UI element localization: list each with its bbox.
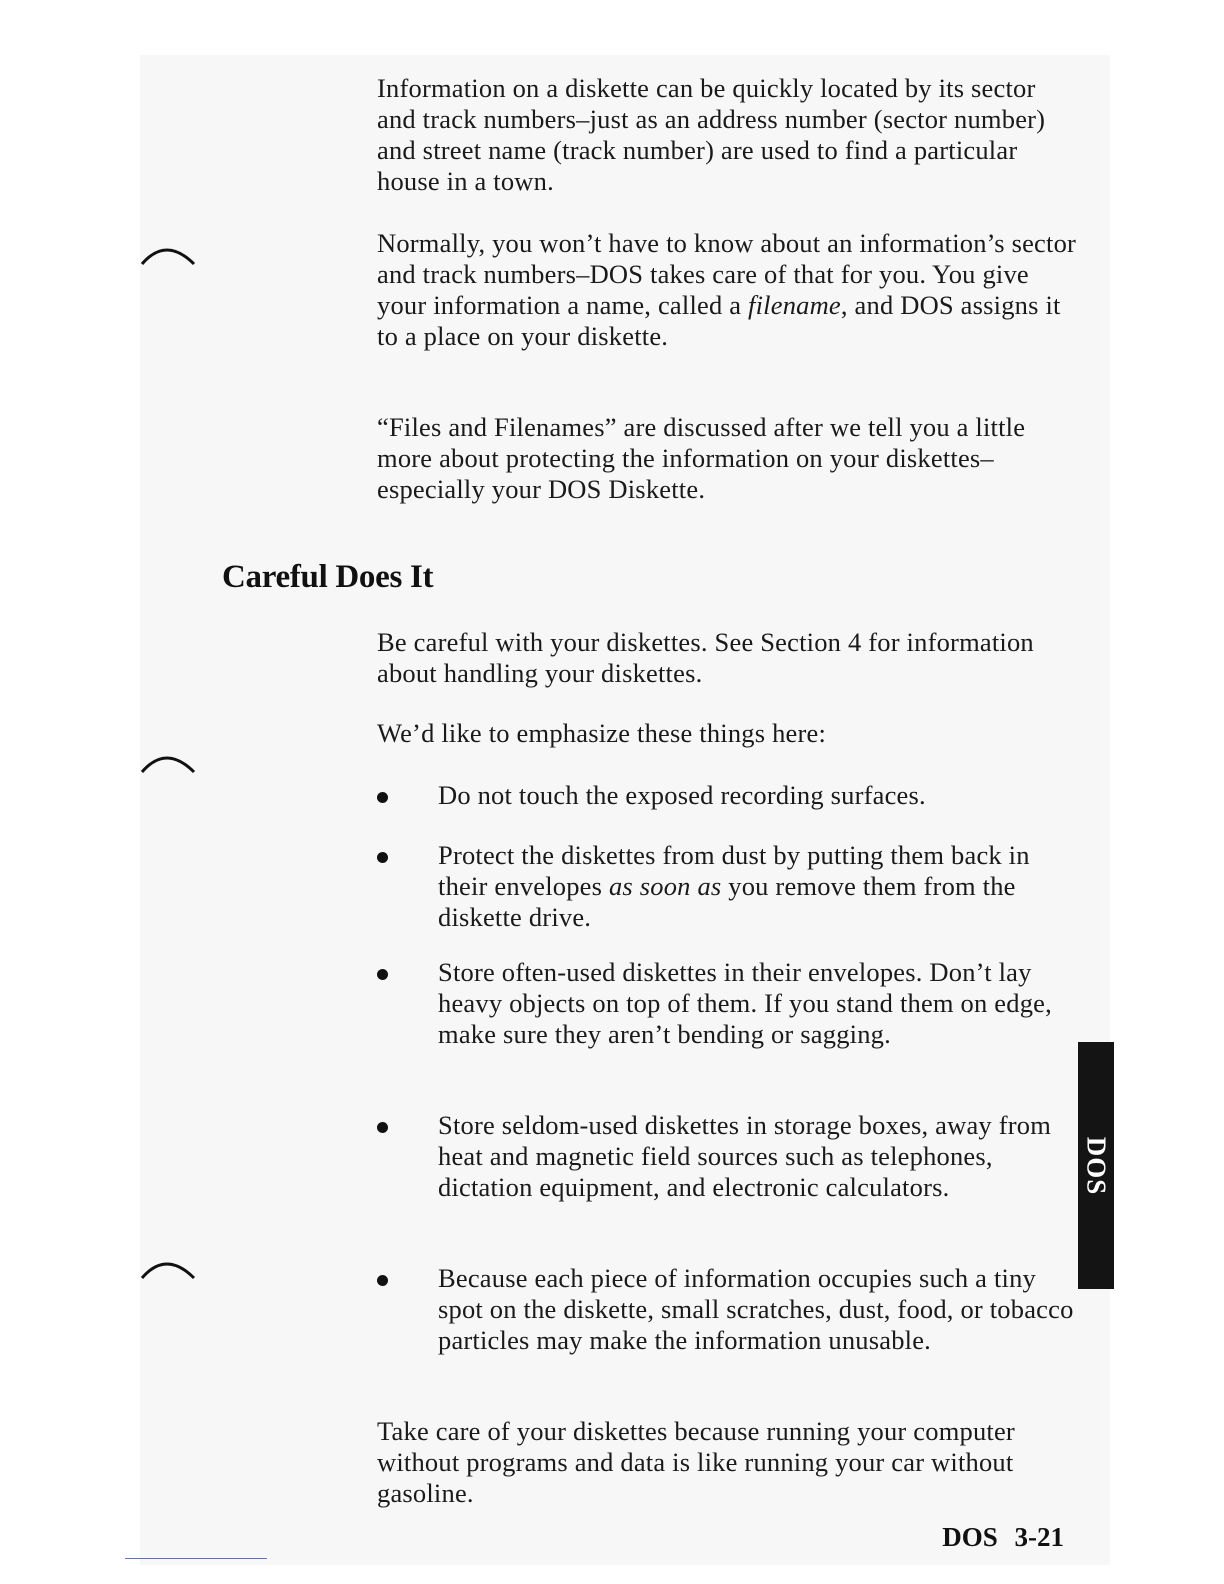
list-item-text-2: you remove them from the diskette drive. [438, 871, 1016, 932]
paragraph-sector-track: Information on a diskette can be quickly located by its sector and track numbers–just as an address number (sector number) and street name (track number) are used to find a particular house in a town. [377, 73, 1046, 196]
paragraph-emphasize: We’d like to emphasize these things here: [377, 718, 827, 748]
list-item-text-1: Protect the diskettes from dust by putting them back in their envelopes [438, 840, 1030, 901]
binder-hole-mark-icon [140, 1254, 200, 1284]
list-item-italic: as soon as [608, 871, 722, 901]
side-tab-label: DOS [1081, 1136, 1112, 1195]
bullet-icon [377, 1275, 388, 1286]
page-footer [942, 1522, 1064, 1553]
binder-hole-mark-icon [140, 748, 200, 778]
paragraph-filename [377, 228, 1077, 352]
list-item-text: Store often-used diskettes in their envelopes. Don’t lay heavy objects on top of them. If you stand them on edge, make sure they aren’t bending or sagging. [438, 957, 1052, 1049]
footer-section: DOS [942, 1522, 998, 1552]
bullet-icon [377, 969, 388, 980]
list-item-text: Do not touch the exposed recording surfaces. [438, 780, 926, 810]
paragraph-closing: Take care of your diskettes because running your computer without programs and data is like running your car without gasoline. [377, 1416, 1015, 1508]
list-item-text [438, 840, 1078, 933]
section-side-tab [1078, 1042, 1114, 1289]
binder-hole-mark-icon [140, 240, 200, 270]
paragraph-files-intro: “Files and Filenames” are discussed after we tell you a little more about protecting the information on your diskettes–especially your DOS Diskette. [377, 412, 1026, 504]
list-item-text: Store seldom-used diskettes in storage boxes, away from heat and magnetic field sources such as telephones, dictation equipment, and electronic calculators. [438, 1110, 1052, 1202]
list-item-text: Because each piece of information occupies such a tiny spot on the diskette, small scratches, dust, food, or tobacco particles may make the information unusable. [438, 1263, 1074, 1355]
paragraph-filename-text-1: Normally, you won’t have to know about an information’s sector and track numbers–DOS takes care of that for you. You give your information a name, called a [377, 228, 1077, 320]
section-heading: Careful Does It [222, 559, 434, 595]
bullet-icon [377, 852, 388, 863]
paragraph-be-careful: Be careful with your diskettes. See Section 4 for information about handling your diskettes. [377, 627, 1034, 688]
footer-page-number: 3-21 [1014, 1522, 1064, 1552]
bullet-icon [377, 1122, 388, 1133]
bullet-icon [377, 792, 388, 803]
paragraph-filename-text-2: , and DOS assigns it to a place on your diskette. [377, 290, 1061, 351]
bottom-rule [125, 1558, 267, 1559]
paragraph-filename-italic: filename [748, 290, 841, 320]
